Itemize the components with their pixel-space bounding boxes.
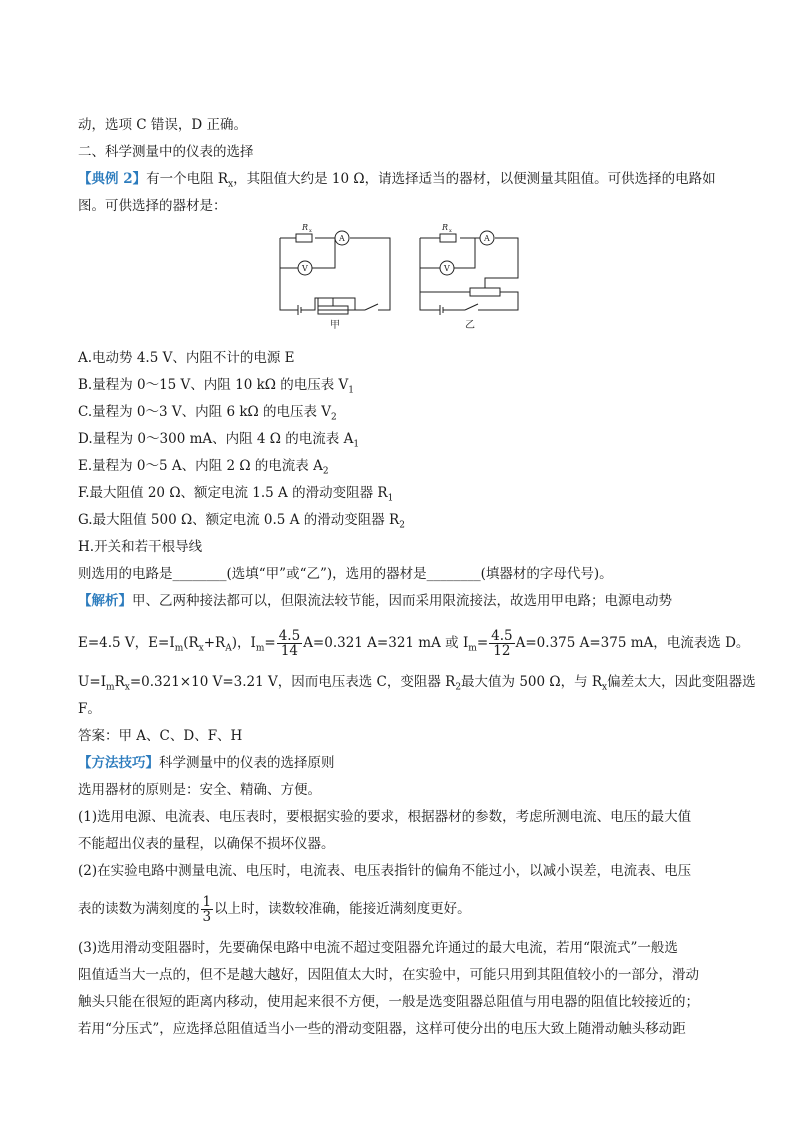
fraction: $\frac{1}{3}$ [202, 894, 212, 925]
svg-text:R: R [302, 223, 309, 232]
svg-text:R: R [442, 223, 449, 232]
svg-text:V: V [444, 264, 450, 273]
svg-text:x: x [449, 228, 452, 234]
question-line: 则选用的电路是________(选填“甲”或“乙”)，选用的器材是________(填器材的字母代号)。 [78, 566, 613, 582]
analysis-line: F。 [78, 701, 101, 717]
option-d: D.量程为 0～300 mA、内阻 4 Ω 的电流表 $A_1$ [78, 431, 360, 450]
svg-text:A: A [484, 234, 490, 243]
example-tag: 【典例 2】 [78, 171, 147, 187]
section-heading: 二、科学测量中的仪表的选择 [78, 144, 254, 160]
option-c: C.量程为 0～3 V、内阻 6 kΩ 的电压表 $V_2$ [78, 404, 337, 423]
option-e: E.量程为 0～5 A、内阻 2 Ω 的电流表 $A_2$ [78, 458, 329, 477]
circuit-diagrams [270, 220, 530, 335]
tip-line: (3)选用滑动变阻器时，先要确保电路中电流不超过变阻器允许通过的最大电流，若用“限流式”一般选 [78, 940, 678, 956]
option-h: H.开关和若干根导线 [78, 539, 203, 555]
text-line: 动，选项 C 错误，D 正确。 [78, 117, 248, 133]
answer-line: 答案：甲 A、C、D、F、H [78, 728, 243, 744]
analysis-formula-line: E=4.5 V，$E=I_m(R_x+R_A)$，$I_m=$ $\frac{4.5}{14}$ A=0.321 A=321 mA 或 $I_m=$ $\frac{4.5}{12}$ A=0.375 A=375 mA，电流表选 D。 [78, 628, 750, 659]
tip-line: 阻值适当大一点的，但不是越大越好，因阻值太大时，在实验中，可能只用到其阻值较小的一部分，滑动 [78, 967, 699, 983]
tip-line: (2)在实验电路中测量电流、电压时，电流表、电压表指针的偏角不能过小，以减小误差，电流表、电压 [78, 863, 692, 879]
svg-text:A: A [339, 234, 345, 243]
svg-text:x: x [309, 228, 312, 234]
fraction: $\frac{4.5}{14}$ [278, 628, 301, 659]
tip-line: 选用器材的原则是：安全、精确、方便。 [78, 782, 321, 798]
tip-tag: 【方法技巧】 [78, 755, 159, 771]
option-a: A.电动势 4.5 V、内阻不计的电源 E [78, 350, 295, 366]
tip-heading: 【方法技巧】科学测量中的仪表的选择原则 [78, 755, 335, 771]
fraction: $\frac{4.5}{12}$ [491, 628, 513, 659]
text-line: 【典例 2】有一个电阻 $R_x$，其阻值大约是 10 Ω，请选择适当的器材，以便测量其阻值。可供选择的电路如 [78, 171, 716, 190]
tip-line: 表的读数为满刻度的 $\frac{1}{3}$ 以上时，读数较准确，能接近满刻度更好。 [78, 894, 471, 925]
tip-line: 若用“分压式”，应选择总阻值适当小一些的滑动变阻器，这样可使分出的电压大致上随滑动触头移动距 [78, 1021, 686, 1037]
circuit-label-b: 乙 [465, 320, 475, 331]
svg-text:V: V [302, 264, 308, 273]
tip-line: 不能超出仪表的量程，以确保不损坏仪器。 [78, 836, 335, 852]
analysis-line: 【解析】甲、乙两种接法都可以，但限流法较节能，因而采用限流接法，故选用甲电路；电源电动势 [78, 593, 672, 609]
option-b: B.量程为 0～15 V、内阻 10 kΩ 的电压表 $V_1$ [78, 377, 355, 396]
option-g: G.最大阻值 500 Ω、额定电流 0.5 A 的滑动变阻器 $R_2$ [78, 512, 405, 531]
text-line: 图。可供选择的器材是： [78, 198, 227, 214]
tip-line: (1)选用电源、电流表、电压表时，要根据实验的要求，根据器材的参数，考虑所测电流、电压的最大值 [78, 809, 692, 825]
option-f: F.最大阻值 20 Ω、额定电流 1.5 A 的滑动变阻器 $R_1$ [78, 485, 394, 504]
circuit-label-a: 甲 [330, 320, 340, 331]
analysis-tag: 【解析】 [78, 593, 132, 609]
analysis-line: $U=I_mR_x=0.321\times 10$ V=3.21 V，因而电压表选 C，变阻器 $R_2$最大值为 500 Ω，与 $R_x$偏差太大，因此变阻器选 [78, 674, 756, 693]
tip-line: 触头只能在很短的距离内移动，使用起来很不方便，一般是选变阻器总阻值与用电器的阻值比较接近的； [78, 994, 699, 1010]
